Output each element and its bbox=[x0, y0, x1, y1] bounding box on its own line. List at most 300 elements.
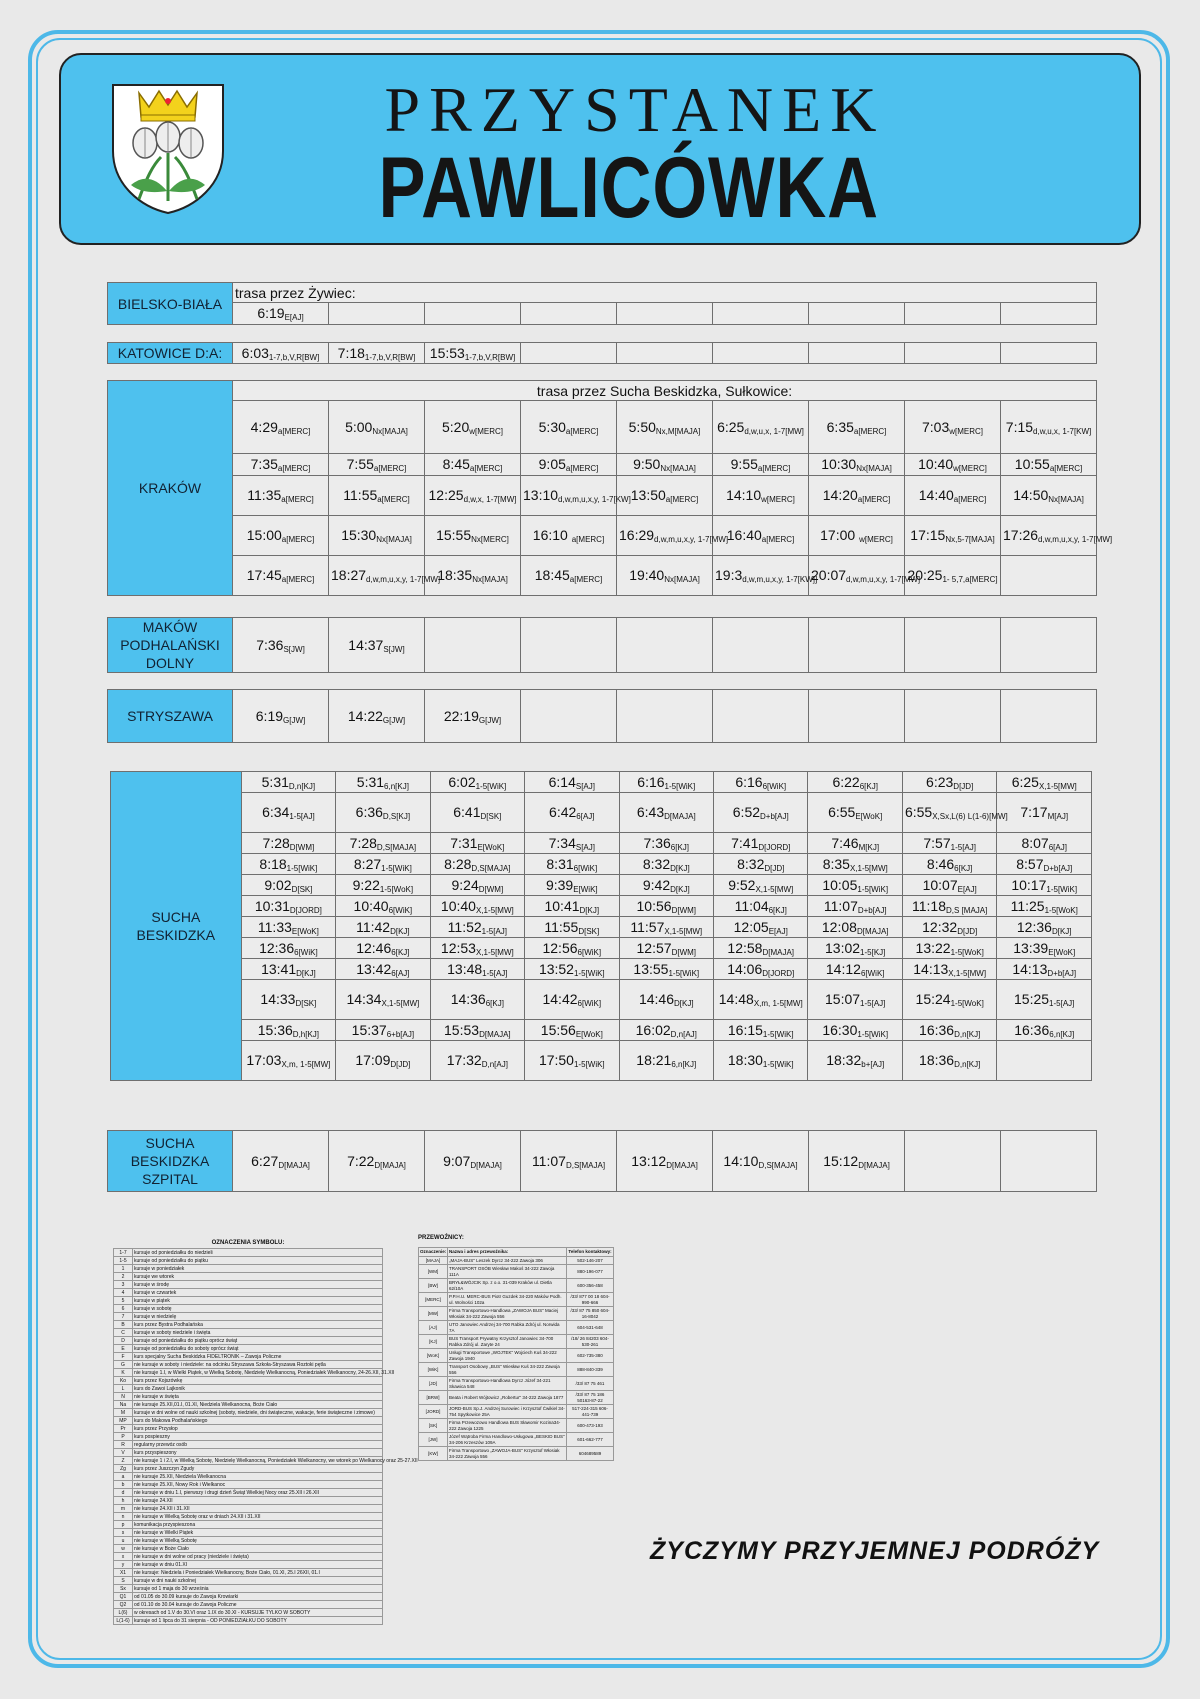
legend-symbol: s bbox=[114, 1529, 133, 1537]
legend-row bbox=[114, 1417, 383, 1425]
departure-cell bbox=[521, 690, 617, 743]
legend-description: nie kursuje 1.I, w Wielki Piątek, w Wielką Sobotę, Niedzielę Wielkanocną, Poniedziałek Wielkanocny, 24-26.XII, 31.XII bbox=[134, 1369, 395, 1376]
departure-cell bbox=[336, 854, 430, 875]
legend-symbol: E bbox=[114, 1345, 133, 1353]
legend-row bbox=[114, 1425, 383, 1433]
departure-time: 18:45 bbox=[534, 567, 570, 583]
legend-row bbox=[114, 1273, 383, 1281]
departure-symbols: d,w,m,u,x,y, 1-7[KW] bbox=[558, 495, 631, 504]
departure-symbols: 1-5[WiK] bbox=[573, 1060, 605, 1069]
carrier-code: [KJ] bbox=[419, 1335, 448, 1349]
legend-description: kurs przyspieszony bbox=[133, 1449, 383, 1457]
departure-cell bbox=[233, 556, 329, 596]
carrier-code: [JW] bbox=[419, 1433, 448, 1447]
departure-time: 12:25 bbox=[428, 487, 464, 503]
departure-cell bbox=[905, 690, 1001, 743]
departure-symbols: E[WoK] bbox=[1048, 947, 1076, 957]
legend-row bbox=[114, 1489, 383, 1497]
departure-cell bbox=[425, 454, 521, 476]
legend-row bbox=[114, 1553, 383, 1561]
departure-symbols: D+b[AJ] bbox=[1043, 863, 1073, 873]
departure-time: 16:30 bbox=[822, 1021, 858, 1038]
departure-symbols: D[WM] bbox=[478, 884, 504, 894]
carriers-header-row bbox=[419, 1248, 614, 1257]
krakow-timetable bbox=[107, 380, 1113, 596]
departure-time: 15:30 bbox=[341, 527, 377, 543]
departure-cell bbox=[713, 556, 818, 596]
departure-symbols: 6[WiK] bbox=[573, 863, 598, 873]
departure-time: 18:35 bbox=[437, 567, 473, 583]
legend-description: regularny przewóz osób bbox=[133, 1441, 383, 1449]
departure-symbols: 1-5[WoK] bbox=[950, 999, 984, 1008]
departure-cell bbox=[336, 959, 430, 980]
carriers-title: PRZEWOŹNICY: bbox=[418, 1235, 464, 1241]
departure-time: 17:09 bbox=[355, 1052, 391, 1068]
departure-cell bbox=[809, 303, 905, 325]
departure-cell bbox=[1001, 343, 1097, 364]
departure-time: 6:55 bbox=[904, 804, 933, 820]
departure-time: 7:36 bbox=[643, 834, 671, 851]
departure-symbols: X,Sx,L(6) L(1-6)[MW] bbox=[932, 812, 1008, 821]
legend-symbol: P bbox=[114, 1433, 133, 1441]
departure-cell bbox=[619, 917, 713, 938]
legend-symbol: Na bbox=[114, 1401, 133, 1409]
legend-row bbox=[114, 1577, 383, 1585]
departure-cell bbox=[336, 793, 430, 833]
departure-cell bbox=[1001, 454, 1097, 476]
departure-time: 8:32 bbox=[642, 855, 671, 872]
departure-time: 6:16 bbox=[637, 773, 665, 790]
departure-symbols: a[MERC] bbox=[565, 426, 599, 436]
departure-cell bbox=[430, 833, 524, 854]
legend-symbol: 3 bbox=[114, 1281, 133, 1289]
carrier-row bbox=[419, 1391, 614, 1405]
departure-symbols: 1-5[WiK] bbox=[857, 1029, 889, 1039]
departure-cell bbox=[714, 959, 808, 980]
departure-cell bbox=[336, 980, 430, 1020]
legend-row bbox=[114, 1545, 383, 1553]
carrier-code: [MW] bbox=[419, 1307, 448, 1321]
departure-time: 18:32 bbox=[826, 1052, 862, 1068]
departure-time: 13:02 bbox=[825, 939, 861, 956]
departure-symbols: a[MERC] bbox=[281, 495, 314, 504]
departure-symbols: D[WM] bbox=[671, 905, 696, 915]
departure-time: 5:50 bbox=[628, 418, 656, 435]
carrier-phone: /18/ 26 84203 604-530-261 bbox=[567, 1335, 614, 1349]
departure-cell bbox=[617, 690, 713, 743]
carrier-phone: 600-473-193 bbox=[567, 1419, 614, 1433]
legend-description: kurs przez Przysłop bbox=[133, 1425, 383, 1433]
legend-row bbox=[114, 1473, 383, 1481]
departure-cell bbox=[430, 772, 524, 793]
departure-cell bbox=[425, 343, 521, 364]
legend-description: komunikacja przyspieszona bbox=[133, 1521, 383, 1529]
legend-description: kursuje w środę bbox=[133, 1281, 383, 1289]
departure-symbols: 1-7,b,V,R[BW] bbox=[364, 352, 416, 362]
departure-cell bbox=[997, 1041, 1092, 1081]
legend-description: kurs specjalny Sucha Beskidzka FIDELTRONIK – Zawoja Policzne bbox=[133, 1353, 383, 1361]
departure-cell bbox=[619, 1041, 713, 1081]
departure-time: 6:19 bbox=[255, 707, 284, 724]
departure-time: 14:33 bbox=[260, 991, 296, 1007]
carrier-row bbox=[419, 1265, 614, 1279]
route-note: trasa przez Żywiec: bbox=[233, 283, 1097, 303]
departure-cell bbox=[713, 343, 809, 364]
legend-symbol: MP bbox=[114, 1417, 133, 1425]
departure-cell bbox=[336, 917, 430, 938]
legend-row bbox=[114, 1297, 383, 1305]
departure-symbols: Nx,M[MAJA] bbox=[655, 426, 701, 436]
carrier-name: P.P.H.U. MERC-BUS Piotr Guzdek 34-220 Maków Podh. ul. Wolności 102a bbox=[448, 1293, 567, 1307]
departure-cell bbox=[808, 917, 902, 938]
carrier-row bbox=[419, 1321, 614, 1335]
departure-cell bbox=[1001, 401, 1097, 454]
departure-symbols: D+b[AJ] bbox=[857, 905, 887, 915]
departure-symbols: X,1-5[MW] bbox=[1038, 781, 1077, 791]
legend-description: kursuje od poniedziałku do soboty oprócz świąt bbox=[133, 1345, 383, 1353]
departure-symbols: X,1-5[MW] bbox=[475, 905, 514, 915]
departure-time: 11:52 bbox=[447, 918, 482, 935]
departure-time: 13:39 bbox=[1013, 939, 1049, 956]
departure-time: 14:22 bbox=[347, 707, 383, 724]
departure-cell bbox=[809, 476, 905, 516]
departure-cell bbox=[714, 896, 808, 917]
carrier-phone: /33/ 87 75 186 50163-87-22 bbox=[567, 1391, 614, 1405]
departure-time: 9:02 bbox=[264, 876, 292, 893]
departure-cell bbox=[808, 959, 902, 980]
departure-symbols: D,n[KJ] bbox=[954, 1029, 981, 1039]
departure-symbols: a[MERC] bbox=[1049, 464, 1083, 473]
departure-symbols: D,n[AJ] bbox=[481, 1060, 508, 1069]
departure-symbols: a[MERC] bbox=[569, 575, 603, 584]
legend-row bbox=[114, 1369, 383, 1377]
departure-time: 15:24 bbox=[915, 991, 951, 1007]
legend-description: nie kursuje w Wielki Piątek bbox=[133, 1529, 383, 1537]
carrier-row bbox=[419, 1377, 614, 1391]
legend-row bbox=[114, 1281, 383, 1289]
departure-cell bbox=[809, 556, 921, 596]
departure-symbols: X,1-5[MW] bbox=[948, 968, 987, 978]
departure-time: 16:36 bbox=[1014, 1021, 1050, 1038]
departure-cell bbox=[425, 1131, 521, 1192]
departure-time: 6:43 bbox=[636, 804, 665, 820]
departure-cell bbox=[233, 516, 329, 556]
departure-cell bbox=[714, 938, 808, 959]
departure-cell bbox=[997, 875, 1092, 896]
departure-cell bbox=[329, 618, 425, 673]
departure-time: 10:55 bbox=[1014, 456, 1050, 472]
legend-row bbox=[114, 1377, 383, 1385]
departure-symbols: 6[WiK] bbox=[388, 905, 413, 915]
departure-cell bbox=[997, 854, 1092, 875]
departure-time: 22:19 bbox=[443, 707, 479, 724]
departure-time: 10:40 bbox=[918, 456, 954, 472]
carriers-header: Telefon kontaktowy: bbox=[568, 1249, 612, 1254]
carrier-row bbox=[419, 1447, 614, 1461]
departure-time: 6:25 bbox=[717, 418, 745, 435]
departure-time: 12:53 bbox=[440, 939, 476, 956]
departure-time: 8:07 bbox=[1021, 834, 1049, 851]
departure-symbols: D[KJ] bbox=[390, 926, 410, 936]
departure-time: 13:12 bbox=[631, 1152, 667, 1169]
departure-symbols: D,S[MAJA] bbox=[565, 1160, 606, 1170]
legend-row bbox=[114, 1537, 383, 1545]
departure-symbols: 1-5[AJ] bbox=[950, 842, 976, 852]
departure-symbols: 1-5[AJ] bbox=[482, 968, 508, 978]
legend-symbol: G bbox=[114, 1361, 133, 1369]
departure-cell bbox=[617, 1131, 713, 1192]
departure-time: 14:42 bbox=[542, 991, 578, 1007]
departure-symbols: Nx[MAJA] bbox=[372, 426, 408, 436]
legend-row bbox=[114, 1617, 383, 1625]
departure-cell bbox=[808, 980, 902, 1020]
departure-cell bbox=[617, 401, 713, 454]
legend-symbol: 1-5 bbox=[114, 1257, 133, 1265]
legend-row bbox=[114, 1513, 383, 1521]
departure-time: 11:04 bbox=[734, 897, 769, 914]
departure-cell bbox=[619, 875, 713, 896]
departure-time: 6:55 bbox=[828, 804, 856, 820]
departure-cell bbox=[619, 896, 713, 917]
departure-symbols: w[MERC] bbox=[949, 426, 984, 436]
legend-description: kursuje od poniedziałku do piątku oprócz świąt bbox=[133, 1337, 383, 1345]
legend-row bbox=[114, 1265, 383, 1273]
departure-cell bbox=[521, 343, 617, 364]
departure-symbols: d,w,m,u,x,y, 1-7[MW] bbox=[366, 575, 441, 584]
carrier-phone: 601-662-777 bbox=[567, 1433, 614, 1447]
carrier-phone: 880-196-077 bbox=[567, 1265, 614, 1279]
carrier-row bbox=[419, 1433, 614, 1447]
departure-cell bbox=[808, 833, 902, 854]
departure-symbols: D[MAJA] bbox=[858, 1160, 890, 1170]
carrier-code: [WiK] bbox=[419, 1363, 448, 1377]
departure-cell bbox=[617, 343, 713, 364]
departure-time: 5:31 bbox=[356, 773, 385, 790]
departure-cell bbox=[713, 1131, 809, 1192]
legend-symbol: N bbox=[114, 1393, 133, 1401]
carrier-row bbox=[419, 1335, 614, 1349]
departure-time: 10:05 bbox=[822, 876, 858, 893]
departure-symbols: 1-5[WiK] bbox=[381, 863, 412, 873]
departure-symbols: 1-5[WiK] bbox=[664, 781, 696, 791]
departure-symbols: Nx[MAJA] bbox=[376, 535, 412, 544]
departure-symbols: D[JD] bbox=[957, 926, 978, 936]
departure-cell bbox=[525, 896, 619, 917]
departure-symbols: 6[AJ] bbox=[1048, 842, 1067, 852]
departure-symbols: D[JORD] bbox=[758, 842, 791, 852]
departure-symbols: X,1-5[MW] bbox=[664, 926, 703, 936]
departure-symbols: Nx[MAJA] bbox=[660, 464, 696, 473]
departure-cell bbox=[809, 454, 905, 476]
departure-cell bbox=[905, 1131, 1001, 1192]
legend-row bbox=[114, 1585, 383, 1593]
departure-symbols: E[WoK] bbox=[575, 1029, 603, 1039]
departure-cell bbox=[713, 454, 809, 476]
departure-time: 5:30 bbox=[538, 418, 566, 435]
departure-cell bbox=[521, 476, 631, 516]
departure-symbols: d,w,x, 1-7[MW] bbox=[463, 495, 517, 504]
departure-time: 10:30 bbox=[821, 456, 857, 472]
departure-symbols: 1-5[WiK] bbox=[762, 1029, 794, 1039]
stop-header bbox=[59, 53, 1141, 245]
departure-cell bbox=[808, 875, 902, 896]
departure-time: 14:12 bbox=[825, 960, 861, 977]
departure-time: 6:25 bbox=[1011, 773, 1039, 790]
carrier-name: „MAJA-BUS" Leszek Dyrcz 34-222 Zawoja 306 bbox=[448, 1256, 567, 1265]
departure-cell bbox=[525, 833, 619, 854]
departure-symbols: D[KJ] bbox=[296, 968, 316, 978]
departure-time: 9:52 bbox=[728, 876, 756, 893]
departure-cell bbox=[425, 401, 521, 454]
departure-time: 6:27 bbox=[251, 1152, 279, 1169]
legend-symbol: Z bbox=[114, 1457, 133, 1465]
departure-symbols: D[JD] bbox=[390, 1060, 411, 1069]
katowice-timetable bbox=[107, 342, 1097, 364]
carrier-code: [KW] bbox=[419, 1447, 448, 1461]
departure-time: 14:10 bbox=[723, 1152, 759, 1169]
departure-time: 13:48 bbox=[447, 960, 483, 977]
legend-description: kursuje w piątek bbox=[133, 1297, 383, 1305]
departure-cell bbox=[525, 854, 619, 875]
departure-cell bbox=[714, 980, 808, 1020]
departure-time: 13:50 bbox=[630, 487, 666, 503]
carrier-phone: 502-146-207 bbox=[567, 1256, 614, 1265]
departure-time: 4:29 bbox=[250, 418, 278, 435]
departure-symbols: Nx[MAJA] bbox=[856, 464, 892, 473]
departure-cell bbox=[329, 401, 425, 454]
legend-row bbox=[114, 1409, 383, 1417]
carrier-phone: /33/ 87 75 461 bbox=[567, 1377, 614, 1391]
departure-symbols: a[MERC] bbox=[953, 495, 987, 504]
departure-symbols: X,m, 1-5[MW] bbox=[753, 999, 803, 1008]
departure-time: 11:55 bbox=[343, 487, 378, 503]
departure-symbols: a[MERC] bbox=[857, 495, 891, 504]
departure-symbols: D,S[KJ] bbox=[382, 812, 411, 821]
departure-time: 15:07 bbox=[825, 991, 861, 1007]
departure-symbols: a[MERC] bbox=[565, 464, 599, 473]
departure-time: 6:03 bbox=[241, 344, 269, 361]
departure-cell bbox=[521, 618, 617, 673]
departure-time: 15:00 bbox=[246, 527, 282, 543]
departure-symbols: 6[WiK] bbox=[577, 947, 602, 957]
departure-cell bbox=[336, 772, 430, 793]
carrier-code: [WM] bbox=[419, 1265, 448, 1279]
departure-cell bbox=[233, 303, 329, 325]
carriers-header: Oznaczenie: bbox=[420, 1249, 447, 1254]
departure-time: 8:31 bbox=[546, 855, 574, 872]
departure-time: 17:26 bbox=[1003, 527, 1039, 543]
departure-time: 10:07 bbox=[922, 876, 958, 893]
departure-symbols: a[MERC] bbox=[373, 464, 407, 473]
departure-cell bbox=[430, 896, 524, 917]
carrier-code: [JD] bbox=[419, 1377, 448, 1391]
departure-symbols: 1-5[AJ] bbox=[481, 926, 507, 936]
legend-row bbox=[114, 1401, 383, 1409]
legend-row bbox=[114, 1329, 383, 1337]
departure-cell bbox=[233, 690, 329, 743]
departure-symbols: D[MAJA] bbox=[856, 926, 889, 936]
legend-description: kursuje w dni nauki szkolnej bbox=[133, 1577, 383, 1585]
departure-symbols: d,w,m,u,x,y, 1-7[MW] bbox=[846, 575, 921, 584]
departure-time: 8:32 bbox=[737, 855, 765, 872]
departure-cell bbox=[713, 618, 809, 673]
departure-cell bbox=[997, 833, 1092, 854]
departure-cell bbox=[233, 618, 329, 673]
legend-description: w okresach od 1.V do 30.VI oraz 1.IX do 30.XI - KURSUJE TYLKO W SOBOTY bbox=[133, 1609, 383, 1617]
legend-description: nie kursuje 25.XII,01.I, 01.XI, Niedziela Wielkanocna, Boże Ciało bbox=[133, 1401, 383, 1409]
destination-label: KRAKÓW bbox=[108, 381, 233, 596]
departure-symbols: 6[KJ] bbox=[768, 905, 787, 915]
departure-time: 18:30 bbox=[727, 1052, 763, 1068]
departure-symbols: 6[WiK] bbox=[577, 999, 602, 1008]
departure-time: 5:00 bbox=[345, 418, 373, 435]
departure-time: 8:35 bbox=[822, 855, 850, 872]
legend-symbol: n bbox=[114, 1513, 133, 1521]
departure-time: 12:57 bbox=[636, 939, 672, 956]
departure-symbols: D[SK] bbox=[480, 812, 502, 821]
departure-time: 12:56 bbox=[542, 939, 578, 956]
carrier-code: [AJ] bbox=[419, 1321, 448, 1335]
departure-time: 6:19 bbox=[257, 305, 285, 321]
departure-symbols: Nx,5-7[MAJA] bbox=[945, 535, 995, 544]
departure-symbols: E[WoK] bbox=[477, 842, 505, 852]
departure-cell bbox=[525, 793, 619, 833]
makow-timetable bbox=[107, 617, 1097, 673]
departure-time: 13:42 bbox=[356, 960, 392, 977]
legend-symbol: u bbox=[114, 1537, 133, 1545]
departure-symbols: a[MERC] bbox=[665, 495, 699, 504]
bielsko-timetable bbox=[107, 282, 1097, 325]
legend-symbol: L(6) bbox=[114, 1609, 133, 1617]
departure-time: 8:45 bbox=[442, 456, 470, 472]
legend-row bbox=[114, 1441, 383, 1449]
departure-symbols: d,w,m,u,x,y, 1-7[MW] bbox=[1038, 535, 1113, 544]
carrier-code: [BRW] bbox=[419, 1391, 448, 1405]
legend-row bbox=[114, 1313, 383, 1321]
legend-description: kursuje w czwartek bbox=[133, 1289, 383, 1297]
carrier-row bbox=[419, 1363, 614, 1377]
departure-time: 12:05 bbox=[733, 918, 769, 935]
departure-cell bbox=[905, 401, 1001, 454]
legend-symbol: x bbox=[114, 1553, 133, 1561]
departure-cell bbox=[713, 401, 809, 454]
departure-cell bbox=[336, 938, 430, 959]
departure-cell bbox=[233, 1131, 329, 1192]
carrier-name: TRANSPORT OSÓB Wiesław Makoś 34-222 Zawoja 111A bbox=[448, 1265, 567, 1279]
symbol-legend bbox=[113, 1240, 418, 1625]
departure-symbols: E[WiK] bbox=[573, 884, 598, 894]
departure-cell bbox=[905, 454, 1001, 476]
legend-row bbox=[114, 1497, 383, 1505]
departure-cell bbox=[905, 303, 1001, 325]
departure-symbols: 1-5[AJ] bbox=[289, 812, 315, 821]
departure-symbols: D[JD] bbox=[953, 781, 974, 791]
carrier-name: BUS Transport Prywatny Krzysztof Janowiec 34-700 Rabka Zdrój ul. Zaryte 24 bbox=[448, 1335, 567, 1349]
departure-time: 6:34 bbox=[262, 804, 290, 820]
departure-time: 17:00 bbox=[820, 527, 860, 543]
departure-symbols: Nx[MAJA] bbox=[1048, 495, 1084, 504]
departure-cell bbox=[902, 959, 996, 980]
departure-time: 11:18 bbox=[912, 897, 946, 914]
departure-time: 13:10 bbox=[523, 487, 559, 503]
departure-time: 14:10 bbox=[726, 487, 762, 503]
carrier-code: [SK] bbox=[419, 1419, 448, 1433]
departure-cell bbox=[430, 875, 524, 896]
departure-time: 16:10 bbox=[532, 527, 572, 543]
departure-time: 11:07 bbox=[823, 897, 858, 914]
departure-time: 15:56 bbox=[540, 1021, 576, 1038]
departure-symbols: E[WoK] bbox=[291, 926, 319, 936]
